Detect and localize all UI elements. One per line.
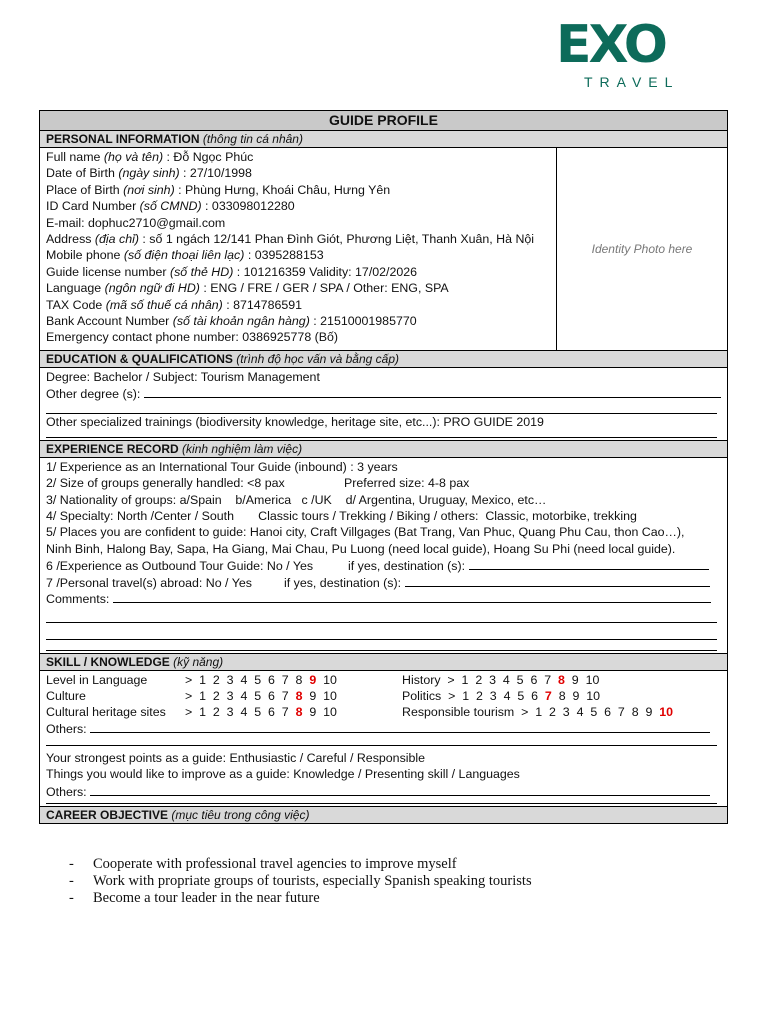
section-title-vn: (mục tiêu trong công việc) xyxy=(171,807,310,822)
section-experience-header xyxy=(40,440,727,458)
field-address: Address (địa chỉ) : số 1 ngách 12/141 Phan Đình Giót, Phương Liệt, Thanh Xuân, Hà Nội xyxy=(46,231,535,246)
field-email: E-mail: dophuc2710@gmail.com xyxy=(46,215,226,230)
exp-line-1: 1/ Experience as an International Tour Guide (inbound) : 3 years xyxy=(46,459,398,474)
list-item: - Work with propriate groups of tourists, especially Spanish speaking tourists xyxy=(69,873,532,889)
exp-line-7: 6 /Experience as Outbound Tour Guide: No / Yes if yes, destination (s): xyxy=(46,557,721,573)
section-career-header xyxy=(40,806,727,823)
logo-word: EXO xyxy=(556,15,665,75)
experience-body xyxy=(40,458,727,654)
blank-line xyxy=(46,401,717,414)
skills-others2-line: Others: xyxy=(46,783,721,799)
field-full-name: Full name (họ và tên) : Đỗ Ngọc Phúc xyxy=(46,150,254,164)
list-item: - Cooperate with professional travel agencies to improve myself xyxy=(69,856,457,872)
field-language: Language (ngôn ngữ đi HD) : ENG / FRE / GER / SPA / Other: ENG, SPA xyxy=(46,281,449,296)
skill-row: Cultural heritage sites > 1 2 3 4 5 6 7 8 9 10 Responsible tourism > 1 2 3 4 5 6 7 8 9 10 xyxy=(46,705,674,720)
skill-row: Level in Language > 1 2 3 4 5 6 7 8 9 10 History > 1 2 3 4 5 6 7 8 9 10 xyxy=(46,673,600,688)
field-emergency: Emergency contact phone number: 0386925778 (Bố) xyxy=(46,330,339,345)
field-mobile: Mobile phone (số điện thoại liên lạc) : 0395288153 xyxy=(46,248,324,263)
blank-line xyxy=(46,799,717,804)
section-title: EXPERIENCE RECORD xyxy=(46,441,179,456)
other-degree-line: Other degree (s): xyxy=(46,385,721,401)
comments-line: Comments: xyxy=(46,590,721,606)
personal-fields xyxy=(40,148,556,350)
section-education-header xyxy=(40,350,727,368)
exp-line-4: 4/ Specialty: North /Center / South Classic tours / Trekking / Biking / others: Classic, motorbike, trekking xyxy=(46,509,637,524)
skills-others-line: Others: xyxy=(46,720,721,736)
skills-body xyxy=(40,671,727,806)
blank-line xyxy=(46,737,717,746)
exp-line-3: 3/ Nationality of groups: a/Spain b/America c /UK d/ Argentina, Uruguay, Mexico, etc… xyxy=(46,492,547,507)
trainings-line: Other specialized trainings (biodiversity knowledge, heritage site, etc...): PRO GUIDE 2019 xyxy=(46,415,544,430)
career-objective-list xyxy=(69,856,532,907)
field-license: Guide license number (số thẻ HD) : 101216359 Validity: 17/02/2026 xyxy=(46,264,418,279)
guide-profile-form xyxy=(39,110,728,824)
page-title: GUIDE PROFILE xyxy=(40,111,727,131)
section-title-vn: (thông tin cá nhân) xyxy=(202,132,303,146)
blank-line xyxy=(46,606,717,623)
exp-line-8: 7 /Personal travel(s) abroad: No / Yes if yes, destination (s): xyxy=(46,574,721,590)
section-title: SKILL / KNOWLEDGE xyxy=(46,655,170,670)
section-title: PERSONAL INFORMATION xyxy=(46,132,200,146)
field-dob: Date of Birth (ngày sinh) : 27/10/1998 xyxy=(46,166,252,181)
blank-line xyxy=(46,431,717,438)
section-title-vn: (kỹ năng) xyxy=(173,655,224,670)
blank-line xyxy=(46,640,717,651)
list-item: - Become a tour leader in the near future xyxy=(69,890,320,906)
section-skills-header xyxy=(40,653,727,671)
exp-line-2: 2/ Size of groups generally handled: <8 pax Preferred size: 4-8 pax xyxy=(46,476,470,491)
blank-line xyxy=(46,623,717,640)
exp-line-6: Ninh Binh, Halong Bay, Sapa, Ha Giang, Mai Chau, Pu Luong (need local guide), Hoang Su Phi (need local guide). xyxy=(46,541,676,556)
section-title: CAREER OBJECTIVE xyxy=(46,807,169,822)
section-title: EDUCATION & QUALIFICATIONS xyxy=(46,351,233,366)
identity-photo-placeholder: Identity Photo here xyxy=(556,148,727,350)
field-id-card: ID Card Number (số CMND) : 033098012280 xyxy=(46,199,295,214)
field-pob: Place of Birth (nơi sinh) : Phùng Hưng, Khoái Châu, Hưng Yên xyxy=(46,182,391,197)
improve-line: Things you would like to improve as a guide: Knowledge / Presenting skill / Languages xyxy=(46,767,520,782)
personal-info xyxy=(40,148,727,350)
education-body xyxy=(40,368,727,440)
field-tax: TAX Code (mã số thuế cá nhân) : 8714786591 xyxy=(46,297,303,312)
strongest-points-line: Your strongest points as a guide: Enthusiastic / Careful / Responsible xyxy=(46,750,426,765)
exp-line-5: 5/ Places you are confident to guide: Hanoi city, Craft Villgages (Bat Trang, Van Phuc, Quang Phu Cau, thon Cao…), xyxy=(46,525,685,540)
section-title-vn: (kinh nghiệm làm việc) xyxy=(182,441,303,456)
section-title-vn: (trình độ học vấn và bằng cấp) xyxy=(236,351,400,366)
field-bank: Bank Account Number (số tài khoản ngân hàng) : 21510001985770 xyxy=(46,313,417,328)
skill-row: Culture > 1 2 3 4 5 6 7 8 9 10 Politics > 1 2 3 4 5 6 7 8 9 10 xyxy=(46,689,601,704)
logo-sub: TRAVEL xyxy=(584,74,680,90)
exo-travel-logo xyxy=(556,15,724,98)
degree-line: Degree: Bachelor / Subject: Tourism Management xyxy=(46,369,320,384)
section-personal-header xyxy=(40,131,727,148)
